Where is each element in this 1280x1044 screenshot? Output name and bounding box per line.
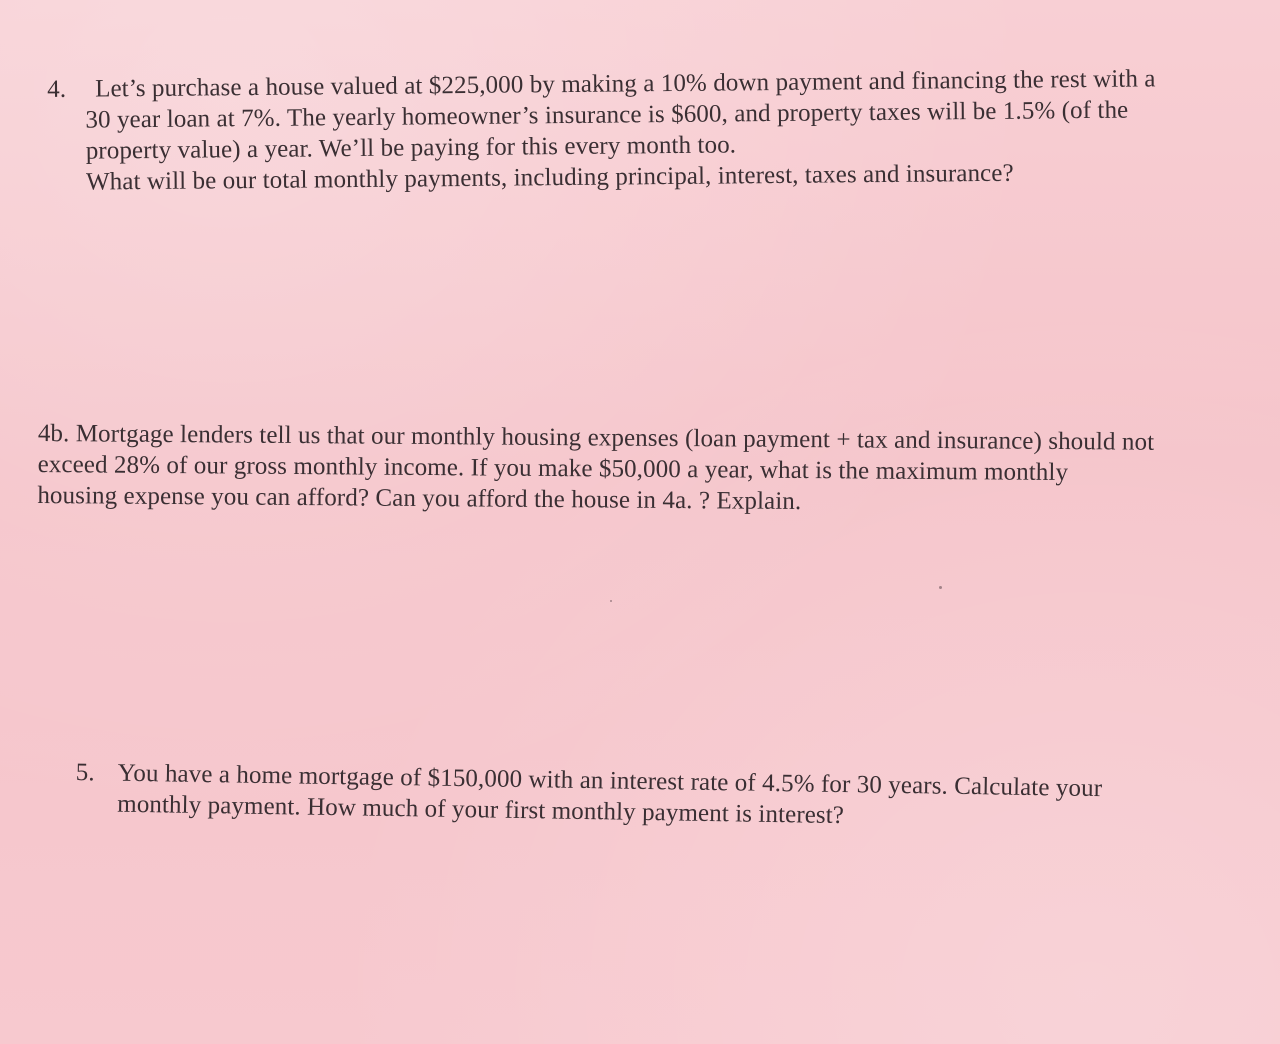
question-number: 5. bbox=[75, 758, 95, 787]
question-number: 4. bbox=[47, 75, 67, 103]
question-text bbox=[37, 418, 1263, 521]
question-line: You have a home mortgage of $150,000 with an interest rate of 4.5% for 30 years. Calculate your bbox=[117, 759, 1103, 803]
question-4 bbox=[47, 62, 1263, 198]
question-line: exceed 28% of our gross monthly income. If you make $50,000 a year, what is the maximum monthly bbox=[37, 450, 1069, 487]
question-line: housing expense you can afford? Can you afford the house in 4a. ? Explain. bbox=[37, 481, 802, 515]
question-line: Let’s purchase a house valued at $225,000 by making a 10% down payment and financing the rest with a bbox=[95, 65, 1156, 103]
question-text bbox=[117, 758, 1206, 837]
paper-speck bbox=[939, 586, 942, 589]
question-4b bbox=[37, 418, 1263, 521]
question-line: What will be our total monthly payments, including principal, interest, taxes and insurance? bbox=[85, 159, 1014, 196]
question-5 bbox=[75, 757, 1206, 837]
question-text bbox=[85, 62, 1263, 197]
paper-speck bbox=[610, 600, 612, 602]
question-line: 30 year loan at 7%. The yearly homeowner’s insurance is $600, and property taxes will be 1.5% (of the bbox=[85, 96, 1129, 134]
question-line: 4b. Mortgage lenders tell us that our monthly housing expenses (loan payment + tax and insurance) should not bbox=[37, 419, 1155, 456]
question-line: property value) a year. We’ll be paying for this every month too. bbox=[85, 131, 737, 165]
question-line: monthly payment. How much of your first monthly payment is interest? bbox=[117, 790, 845, 830]
